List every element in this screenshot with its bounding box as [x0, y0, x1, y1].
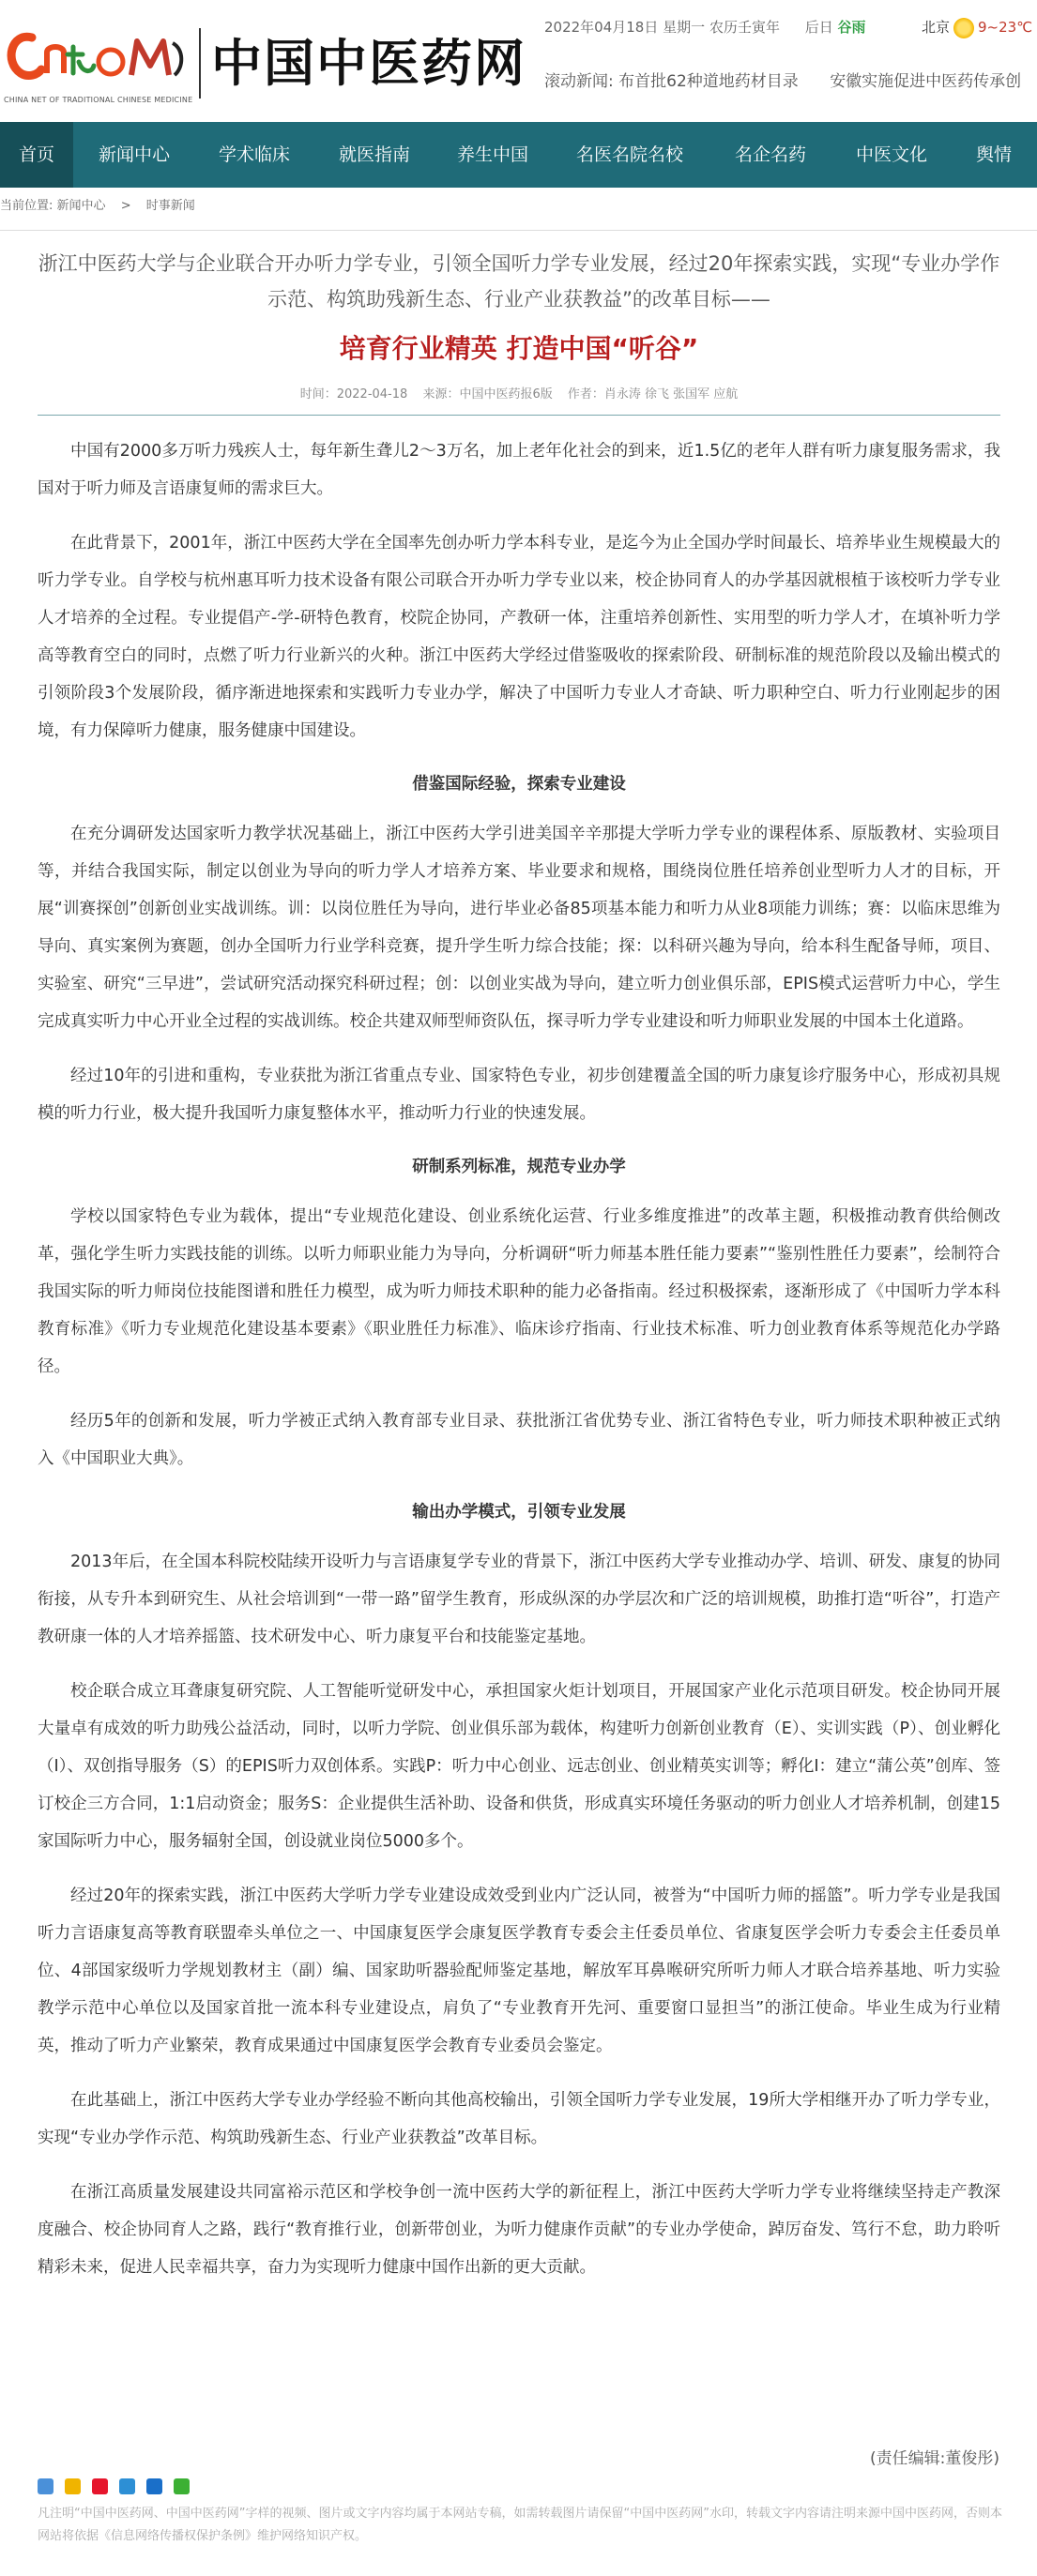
article — [38, 246, 1000, 2286]
site-header — [0, 0, 1037, 122]
breadcrumb-item[interactable]: 时事新闻 — [145, 199, 195, 213]
nav-item-academic[interactable]: 学术临床 — [219, 144, 291, 165]
logo-chinese-title: 中国中医药网 — [211, 33, 526, 93]
nav-item-home[interactable]: 首页 — [0, 122, 73, 188]
breadcrumb-item[interactable]: 新闻中心 — [56, 199, 106, 213]
site-logo[interactable] — [0, 21, 197, 107]
solar-term-label: 后日 — [804, 19, 833, 36]
breadcrumb-divider — [0, 230, 1037, 231]
nav-item-opinion[interactable]: 舆情 — [976, 144, 1013, 165]
article-paragraph: 在充分调研发达国家听力教学状况基础上，浙江中医药大学引进美国辛辛那提大学听力学专业的课程体系、原版教材、实验项目等，并结合我国实际，制定以创业为导向的听力学人才培养方案、毕业要求和规格，围绕岗位胜任培养创业型听力人才的目标，开展“训赛探创”创新创业实战训练。训：以岗位胜任为导向，进行毕业必备85项基本能力和听力从业8项能力训练；赛：以临床思维为导向、真实案例为赛题，创办全国听力行业学科竞赛，提升学生听力综合技能；探：以科研兴趣为导向，给本科生配备导师，项目、实验室、研究“三早进”，尝试研究活动探究科研过程；创：以创业实战为导向，建立听力创业俱乐部，EPIS模式运营听力中心，学生完成真实听力中心开业全过程的实战训练。校企共建双师型师资队伍，探寻听力学专业建设和听力师职业发展的中国本土化道路。 — [38, 825, 1000, 1031]
article-paragraph: 在此基础上，浙江中医药大学专业办学经验不断向其他高校输出，引领全国听力学专业发展，19所大学相继开办了听力学专业，实现“专业办学作示范、构筑助残新生态、行业产业获教益”改革目标。 — [38, 2091, 1000, 2147]
article-paragraph: 经过20年的探索实践，浙江中医药大学听力学专业建设成效受到业内广泛认同，被誉为“中国听力师的摇篮”。听力学专业是我国听力言语康复高等教育联盟牵头单位之一、中国康复医学会康复医学教育专委会主任委员单位、省康复医学会听力专委会主任委员单位、4部国家级听力学规划教材主（副）编、国家助听器验配师鉴定基地，解放军耳鼻喉研究所听力师人才联合培养基地、听力实验教学示范中心单位以及国家首批一流本科专业建设点，肩负了“专业教育开先河、重要窗口显担当”的浙江使命。毕业生成为行业精英，推动了听力产业繁荣，教育成果通过中国康复医学会教育专业委员会鉴定。 — [38, 1887, 1000, 2055]
article-source: 来源：中国中医药报6版 — [422, 387, 553, 402]
article-body — [38, 432, 1000, 2286]
weather-widget — [922, 17, 1032, 38]
article-divider — [38, 415, 1000, 416]
current-date: 2022年04月18日 — [544, 19, 659, 36]
weather-city: 北京 — [922, 19, 951, 36]
share-plus-icon[interactable] — [38, 2478, 53, 2494]
article-title: 培育行业精英 打造中国“听谷” — [339, 333, 699, 364]
article-section-heading: 输出办学模式，引领专业发展 — [412, 1503, 626, 1522]
article-author: 作者：肖永涛 徐飞 张国军 应航 — [567, 387, 739, 402]
share-bar — [38, 2477, 196, 2495]
logo-subtitle: CHINA NET OF TRADITIONAL CHINESE MEDICINE — [4, 96, 193, 104]
nav-item-famous[interactable]: 名医名院名校 — [576, 144, 684, 165]
article-paragraph: 经历5年的创新和发展，听力学被正式纳入教育部专业目录、获批浙江省优势专业、浙江省特色专业，听力师技术职种被正式纳入《中国职业大典》。 — [38, 1412, 1000, 1468]
scroll-news — [544, 68, 1021, 91]
cntcm-logo-icon — [0, 21, 197, 94]
article-subtitle: 浙江中医药大学与企业联合开办听力学专业，引领全国听力学专业发展，经过20年探索实践，实现“专业办学作示范、构筑助残新生态、行业产业获教益”的改革目标—— — [38, 252, 1000, 311]
article-section-heading: 借鉴国际经验，探索专业建设 — [412, 775, 626, 794]
article-paragraph: 校企联合成立耳聋康复研究院、人工智能听觉研发中心，承担国家火炬计划项目，开展国家产业化示范项目研发。校企协同开展大量卓有成效的听力助残公益活动，同时，以听力学院、创业俱乐部为载体，构建听力创新创业教育（E）、实训实践（P）、创业孵化（I）、双创指导服务（S）的EPIS听力双创体系。实践P：听力中心创业、远志创业、创业精英实训等；孵化I：建立“蒲公英”创库、签订校企三方合同，1:1启动资金；服务S：企业提供生活补助、设备和供货，形成真实环境任务驱动的听力创业人才培养机制，创建15家国际听力中心，服务辐射全国，创设就业岗位5000多个。 — [38, 1682, 1000, 1851]
article-time: 时间：2022-04-18 — [299, 387, 408, 402]
share-tencent-icon[interactable] — [119, 2478, 135, 2494]
nav-item-medical-guide[interactable]: 就医指南 — [339, 144, 411, 165]
share-wechat-icon[interactable] — [174, 2478, 190, 2494]
nav-item-enterprise[interactable]: 名企名药 — [735, 144, 807, 165]
article-paragraph: 学校以国家特色专业为载体，提出“专业规范化建设、创业系统化运营、行业多维度推进”的改革主题，积极推动教育供给侧改革，强化学生听力实践技能的训练。以听力师职业能力为导向，分析调研“听力师基本胜任能力要素”“鉴别性胜任力要素”，绘制符合我国实际的听力师岗位技能图谱和胜任力模型，成为听力师技术职种的能力必备指南。经过积极探索，逐渐形成了《中国听力学本科教育标准》《听力专业规范化建设基本要素》《职业胜任力标准》、临床诊疗指南、行业技术标准、听力创业教育体系等规范化办学路径。 — [38, 1207, 1000, 1376]
article-paragraph: 在此背景下，2001年，浙江中医药大学在全国率先创办听力学本科专业，是迄今为止全国办学时间最长、培养毕业生规模最大的听力学专业。自学校与杭州惠耳听力技术设备有限公司联合开办听力学专业以来，校企协同育人的办学基因就根植于该校听力学专业人才培养的全过程。专业提倡产-学-研特色教育，校院企协同，产教研一体，注重培养创新性、实用型的听力学人才，在填补听力学高等教育空白的同时，点燃了听力行业新兴的火种。浙江中医药大学经过借鉴吸收的探索阶段、研制标准的规范阶段以及输出模式的引领阶段3个发展阶段，循序渐进地探索和实践听力专业办学，解决了中国听力专业人才奇缺、听力职种空白、听力行业刚起步的困境，有力保障听力健康，服务健康中国建设。 — [38, 534, 1000, 740]
article-paragraph: 经过10年的引进和重构，专业获批为浙江省重点专业、国家特色专业，初步创建覆盖全国的听力康复诊疗服务中心，形成初具规模的听力行业，极大提升我国听力康复整体水平，推动听力行业的快速发展。 — [38, 1067, 1000, 1123]
share-weibo-icon[interactable] — [92, 2478, 108, 2494]
article-paragraph: 在浙江高质量发展建设共同富裕示范区和学校争创一流中医药大学的新征程上，浙江中医药大学听力学专业将继续坚持走产教深度融合、校企协同育人之路，践行“教育推行业，创新带创业，为听力健康作贡献”的专业办学使命，踔厉奋发、笃行不怠，助力聆听精彩未来，促进人民幸福共享，奋力为实现听力健康中国作出新的更大贡献。 — [38, 2183, 1000, 2277]
solar-term-value: 谷雨 — [837, 19, 866, 36]
breadcrumb-separator: > — [120, 199, 131, 213]
main-nav — [0, 122, 1037, 188]
breadcrumb — [0, 195, 195, 213]
article-paragraph: 中国有2000多万听力残疾人士，每年新生聋儿2～3万名，加上老年化社会的到来，近1.5亿的老年人群有听力康复服务需求，我国对于听力师及言语康复师的需求巨大。 — [38, 442, 1000, 498]
article-section-heading: 研制系列标准，规范专业办学 — [412, 1158, 626, 1176]
nav-item-news[interactable]: 新闻中心 — [99, 144, 171, 165]
scroll-news-label: 滚动新闻: — [544, 72, 614, 91]
share-renren-icon[interactable] — [146, 2478, 162, 2494]
date-bar — [544, 17, 866, 37]
sun-icon — [953, 18, 974, 38]
copyright-notice: 凡注明“中国中医药网、中国中医药网”字样的视频、图片或文字内容均属于本网站专稿，如需转载图片请保留“中国中医药网”水印，转载文字内容请注明来源中国中医药网，否则本网站将依据《信息网络传播权保护条例》维护网络知识产权。 — [38, 2507, 1002, 2543]
article-meta — [38, 386, 1000, 403]
scroll-news-item[interactable]: 安徽实施促进中医药传承创 — [830, 72, 1022, 91]
article-paragraph: 2013年后，在全国本科院校陆续开设听力与言语康复学专业的背景下，浙江中医药大学专业推动办学、培训、研发、康复的协同衔接，从专升本到研究生、从社会培训到“一带一路”留学生教育，形成纵深的办学层次和广泛的培训规模，助推打造“听谷”，打造产教研康一体的人才培养摇篮、技术研发中心、听力康复平台和技能鉴定基地。 — [38, 1553, 1000, 1646]
nav-item-culture[interactable]: 中医文化 — [856, 144, 928, 165]
scroll-news-item[interactable]: 布首批62种道地药材目录 — [618, 72, 799, 91]
editor-credit: (责任编辑:董俊彤) — [870, 2449, 999, 2468]
lunar-year: 农历壬寅年 — [709, 19, 780, 36]
share-qzone-icon[interactable] — [65, 2478, 81, 2494]
nav-item-health[interactable]: 养生中国 — [457, 144, 529, 165]
logo-divider — [199, 28, 201, 98]
weekday: 星期一 — [663, 19, 706, 36]
breadcrumb-prefix: 当前位置: — [0, 199, 53, 213]
weather-temp: 9~23℃ — [978, 19, 1033, 36]
